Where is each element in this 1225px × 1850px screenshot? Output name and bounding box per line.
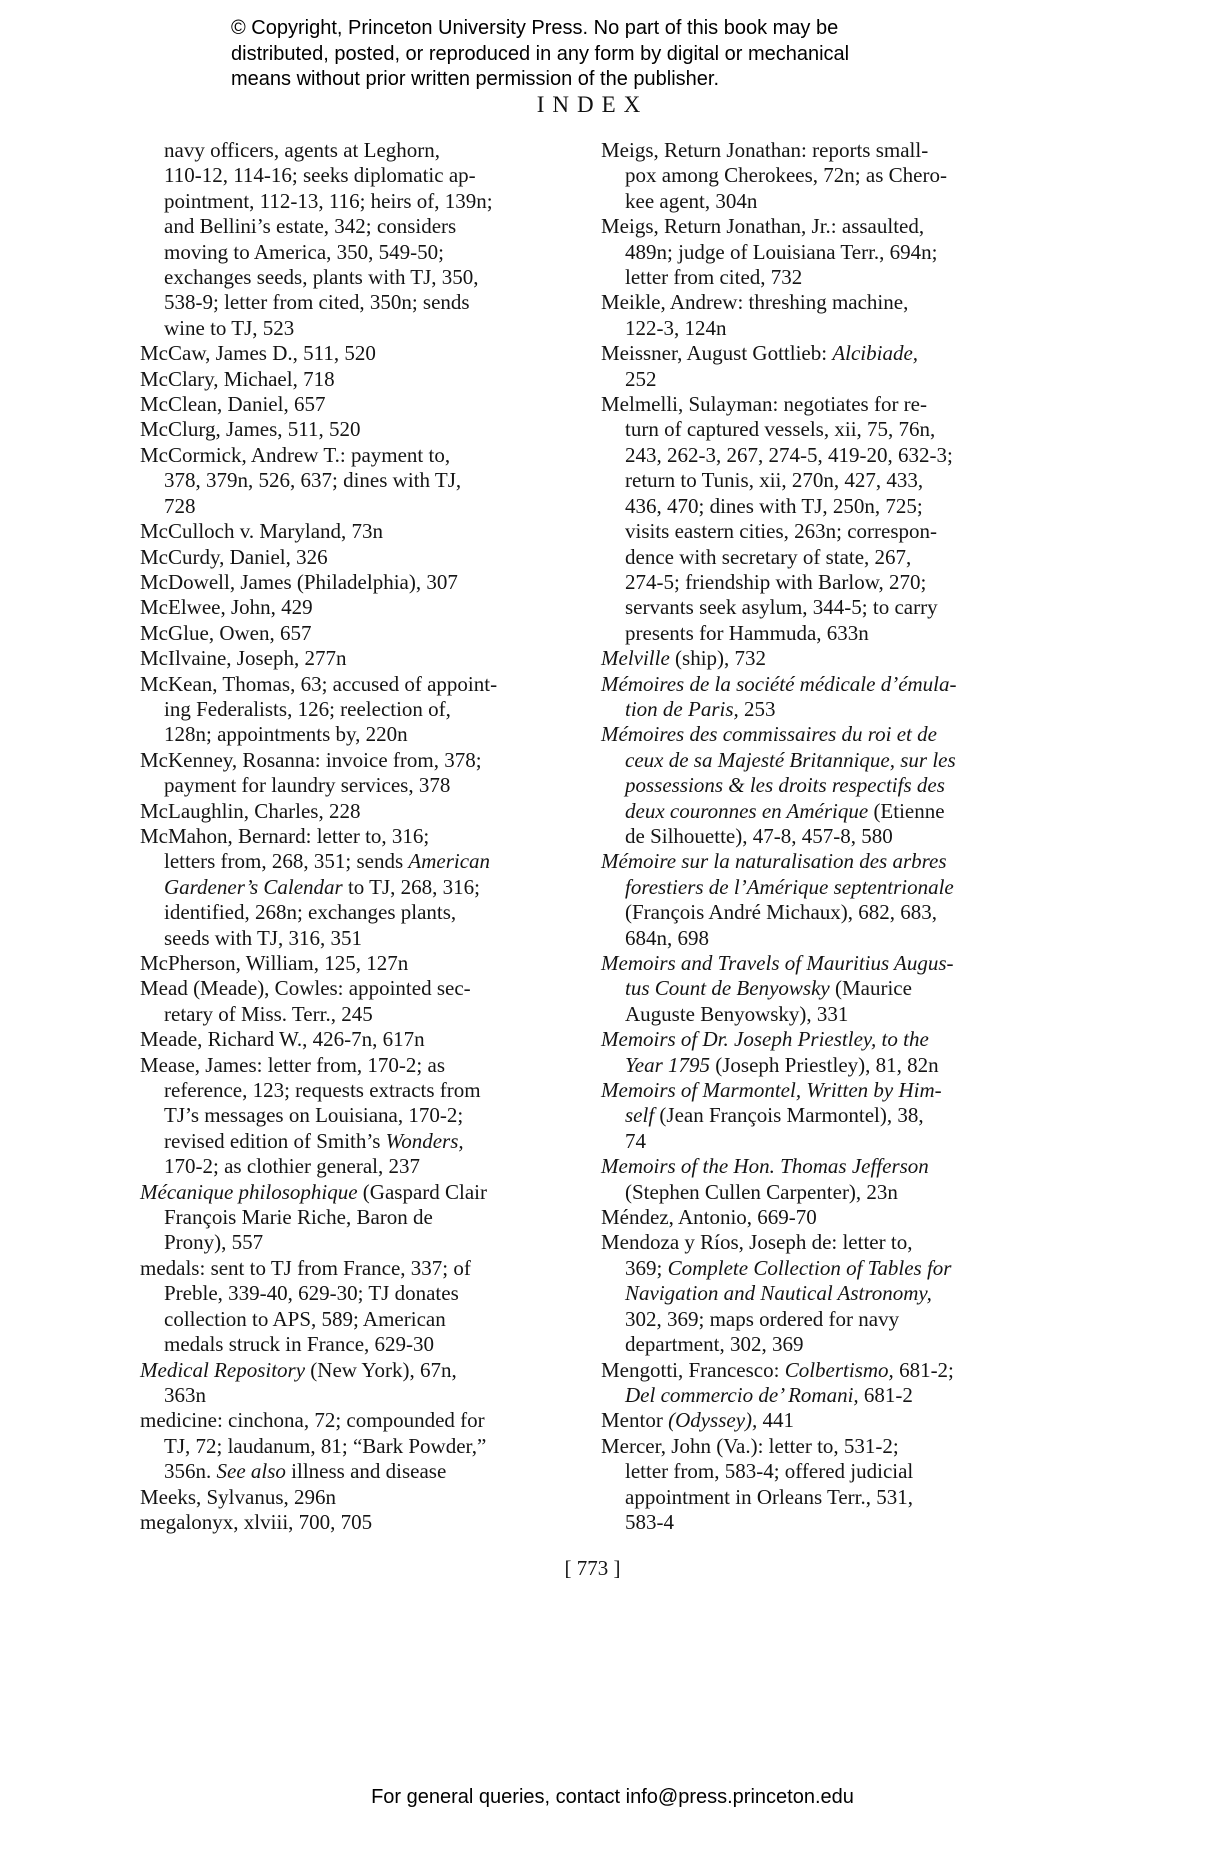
- index-line: navy officers, agents at Leghorn,: [164, 138, 441, 162]
- index-line: 128n; appointments by, 220n: [164, 722, 408, 747]
- index-line: letter from cited, 732: [625, 265, 803, 290]
- index-line: Year 1795 (Joseph Priestley), 81, 82n: [625, 1052, 939, 1077]
- index-line: self (Jean François Marmontel), 38,: [625, 1103, 924, 1128]
- index-entry: [601, 1154, 1031, 1205]
- index-entry: [140, 1485, 559, 1510]
- index-entry: [140, 1053, 559, 1180]
- index-line: letter from, 583-4; offered judicial: [625, 1459, 914, 1484]
- index-line: collection to APS, 589; American: [164, 1306, 446, 1331]
- index-entry: [140, 1408, 559, 1484]
- index-line: medicine: cinchona, 72; compounded for: [140, 1408, 485, 1433]
- index-line: 684n, 698: [625, 925, 709, 950]
- index-line: 356n. See also illness and disease: [164, 1459, 447, 1484]
- index-line: Prony), 557: [164, 1230, 264, 1255]
- index-entry: [601, 1027, 1031, 1078]
- index-entry: [140, 1256, 559, 1358]
- index-column-right: [601, 138, 1031, 1535]
- index-line: 110-12, 114-16; seeks diplomatic ap-: [164, 163, 476, 188]
- index-line: pox among Cherokees, 72n; as Chero-: [625, 163, 947, 188]
- index-line: Meade, Richard W., 426-7n, 617n: [140, 1027, 425, 1052]
- index-line: Memoirs and Travels of Mauritius Augus-: [601, 951, 954, 975]
- index-line: identified, 268n; exchanges plants,: [164, 900, 457, 925]
- index-line: 302, 369; maps ordered for navy: [625, 1306, 900, 1331]
- index-line: seeds with TJ, 316, 351: [164, 925, 362, 950]
- index-line: 489n; judge of Louisiana Terr., 694n;: [625, 239, 938, 264]
- index-entry: [140, 1027, 559, 1052]
- index-line: and Bellini’s estate, 342; considers: [164, 214, 457, 239]
- index-line: moving to America, 350, 549-50;: [164, 239, 444, 264]
- index-entry: [601, 341, 1031, 392]
- index-entry: [601, 672, 1031, 723]
- index-entry: [601, 1408, 1031, 1433]
- index-line: ceux de sa Majesté Britannique, sur les: [625, 747, 956, 772]
- page-title: INDEX: [536, 92, 649, 117]
- index-line: McElwee, John, 429: [140, 595, 313, 620]
- index-entry: [140, 570, 559, 595]
- index-line: Mendoza y Ríos, Joseph de: letter to,: [601, 1230, 913, 1255]
- index-line: 436, 470; dines with TJ, 250n, 725;: [625, 493, 923, 518]
- index-line: 243, 262-3, 267, 274-5, 419-20, 632-3;: [625, 442, 953, 467]
- index-entry: [601, 1358, 1031, 1409]
- index-entry: [601, 646, 1031, 671]
- index-entry: [140, 443, 559, 519]
- index-line: (François André Michaux), 682, 683,: [625, 900, 938, 925]
- index-line: McGlue, Owen, 657: [140, 620, 312, 645]
- index-line: Mease, James: letter from, 170-2; as: [140, 1052, 445, 1077]
- index-line: McLaughlin, Charles, 228: [140, 798, 361, 823]
- index-line: forestiers de l’Amérique septentrionale: [625, 874, 954, 899]
- index-line: Mécanique philosophique (Gaspard Clair: [140, 1179, 488, 1204]
- index-entry: [601, 290, 1031, 341]
- index-line: tus Count de Benyowsky (Maurice: [625, 976, 912, 1001]
- index-line: presents for Hammuda, 633n: [625, 620, 869, 645]
- index-line: TJ, 72; laudanum, 81; “Bark Powder,”: [164, 1433, 487, 1458]
- index-entry: [140, 799, 559, 824]
- index-entry: [140, 138, 559, 341]
- index-line: Memoirs of Dr. Joseph Priestley, to the: [601, 1027, 929, 1052]
- index-line: 369; Complete Collection of Tables for: [625, 1255, 952, 1280]
- index-line: 74: [625, 1128, 646, 1153]
- index-column-left: [140, 138, 559, 1535]
- index-entry: [140, 1180, 559, 1256]
- index-line: Mémoire sur la naturalisation des arbres: [601, 849, 947, 874]
- index-line: 728: [164, 493, 196, 518]
- index-line: 363n: [164, 1382, 206, 1407]
- index-line: Mentor (Odyssey), 441: [601, 1408, 795, 1433]
- index-line: Meissner, August Gottlieb: Alcibiade,: [601, 341, 919, 366]
- index-line: ing Federalists, 126; reelection of,: [164, 696, 451, 721]
- index-line: Mengotti, Francesco: Colbertismo, 681-2;: [601, 1357, 954, 1382]
- index-line: Meikle, Andrew: threshing machine,: [601, 290, 909, 315]
- index-line: Auguste Benyowsky), 331: [625, 1001, 849, 1026]
- index-line: Gardener’s Calendar to TJ, 268, 316;: [164, 874, 480, 899]
- index-entry: [140, 1510, 559, 1535]
- index-entry: [601, 1230, 1031, 1357]
- index-entry: [140, 748, 559, 799]
- index-line: McIlvaine, Joseph, 277n: [140, 646, 347, 671]
- index-line: Memoirs of Marmontel, Written by Him-: [601, 1078, 942, 1103]
- index-entry: [140, 367, 559, 392]
- index-line: McDowell, James (Philadelphia), 307: [140, 569, 458, 594]
- index-line: McCurdy, Daniel, 326: [140, 544, 328, 569]
- index-entry: [140, 824, 559, 951]
- index-line: tion de Paris, 253: [625, 696, 776, 721]
- index-entry: [140, 519, 559, 544]
- index-line: medals: sent to TJ from France, 337; of: [140, 1255, 471, 1280]
- index-line: Medical Repository (New York), 67n,: [140, 1357, 457, 1382]
- index-line: McClurg, James, 511, 520: [140, 417, 361, 442]
- copyright-line: means without prior written permission of the publisher.: [231, 68, 720, 90]
- index-line: Meigs, Return Jonathan: reports small-: [601, 138, 929, 162]
- copyright-line: © Copyright, Princeton University Press. No part of this book may be: [231, 17, 839, 39]
- index-line: Meigs, Return Jonathan, Jr.: assaulted,: [601, 214, 925, 239]
- index-line: 378, 379n, 526, 637; dines with TJ,: [164, 468, 462, 493]
- index-line: McClean, Daniel, 657: [140, 392, 326, 417]
- index-line: McPherson, William, 125, 127n: [140, 951, 409, 975]
- index-entry: [601, 214, 1031, 290]
- index-entry: [140, 1358, 559, 1409]
- index-line: Mead (Meade), Cowles: appointed sec-: [140, 976, 471, 1001]
- index-line: turn of captured vessels, xii, 75, 76n,: [625, 417, 936, 442]
- index-line: dence with secretary of state, 267,: [625, 544, 912, 569]
- index-line: (Stephen Cullen Carpenter), 23n: [625, 1179, 898, 1204]
- index-entry: [601, 392, 1031, 646]
- index-line: department, 302, 369: [625, 1332, 804, 1357]
- index-line: 170-2; as clothier general, 237: [164, 1154, 420, 1179]
- index-entry: [601, 1078, 1031, 1154]
- index-line: pointment, 112-13, 116; heirs of, 139n;: [164, 188, 493, 213]
- index-line: megalonyx, xlviii, 700, 705: [140, 1509, 373, 1534]
- index-entry: [140, 951, 559, 976]
- index-line: McKenney, Rosanna: invoice from, 378;: [140, 747, 482, 772]
- index-entry: [140, 417, 559, 442]
- index-entry: [140, 595, 559, 620]
- index-line: François Marie Riche, Baron de: [164, 1205, 433, 1230]
- index-line: Del commercio de’ Romani, 681-2: [625, 1382, 913, 1407]
- copyright-line: distributed, posted, or reproduced in any form by digital or mechanical: [231, 42, 850, 65]
- index-line: Mémoires des commissaires du roi et de: [601, 722, 937, 747]
- index-line: 252: [625, 366, 657, 391]
- index-entry: [601, 1434, 1031, 1536]
- index-line: Mercer, John (Va.): letter to, 531-2;: [601, 1433, 899, 1458]
- index-line: medals struck in France, 629-30: [164, 1332, 435, 1357]
- index-entry: [140, 392, 559, 417]
- index-line: return to Tunis, xii, 270n, 427, 433,: [625, 468, 924, 493]
- index-entry: [601, 849, 1031, 951]
- index-line: McCaw, James D., 511, 520: [140, 341, 376, 366]
- index-line: exchanges seeds, plants with TJ, 350,: [164, 265, 479, 290]
- index-line: McMahon, Bernard: letter to, 316;: [140, 823, 430, 848]
- index-line: appointment in Orleans Terr., 531,: [625, 1484, 914, 1509]
- index-line: Mémoires de la société médicale d’émula-: [601, 671, 957, 696]
- index-line: 274-5; friendship with Barlow, 270;: [625, 569, 927, 594]
- index-entry: [140, 976, 559, 1027]
- index-line: Preble, 339-40, 629-30; TJ donates: [164, 1281, 459, 1306]
- index-line: 122-3, 124n: [625, 315, 727, 340]
- index-line: Navigation and Nautical Astronomy,: [625, 1281, 932, 1306]
- index-line: deux couronnes en Amérique (Etienne: [625, 798, 945, 823]
- index-line: Melmelli, Sulayman: negotiates for re-: [601, 392, 927, 417]
- index-entry: [601, 138, 1031, 214]
- index-line: 583-4: [625, 1509, 674, 1534]
- index-line: Méndez, Antonio, 669-70: [601, 1205, 817, 1230]
- index-line: Meeks, Sylvanus, 296n: [140, 1484, 336, 1509]
- index-entry: [140, 621, 559, 646]
- index-line: letters from, 268, 351; sends American: [164, 849, 491, 874]
- index-line: servants seek asylum, 344-5; to carry: [625, 595, 938, 620]
- index-line: 538-9; letter from cited, 350n; sends: [164, 290, 470, 315]
- index-entry: [140, 672, 559, 748]
- index-line: McCulloch v. Maryland, 73n: [140, 519, 384, 544]
- index-line: Melville (ship), 732: [601, 646, 767, 671]
- copyright-notice: [231, 16, 849, 93]
- index-entry: [601, 1205, 1031, 1230]
- index-entry: [601, 722, 1031, 849]
- index-line: payment for laundry services, 378: [164, 773, 451, 798]
- index-line: reference, 123; requests extracts from: [164, 1078, 481, 1103]
- index-columns: [140, 138, 1031, 1535]
- index-line: retary of Miss. Terr., 245: [164, 1001, 373, 1026]
- index-line: de Silhouette), 47-8, 457-8, 580: [625, 823, 893, 848]
- index-line: McCormick, Andrew T.: payment to,: [140, 442, 451, 467]
- index-line: McKean, Thomas, 63; accused of appoint-: [140, 671, 498, 696]
- footer-contact: For general queries, contact info@press.princeton.edu: [371, 1786, 854, 1808]
- index-line: revised edition of Smith’s Wonders,: [164, 1128, 464, 1153]
- index-line: possessions & les droits respectifs des: [625, 773, 945, 798]
- index-entry: [601, 951, 1031, 1027]
- index-line: visits eastern cities, 263n; correspon-: [625, 519, 938, 544]
- index-entry: [140, 646, 559, 671]
- index-line: TJ’s messages on Louisiana, 170-2;: [164, 1103, 464, 1128]
- index-line: Memoirs of the Hon. Thomas Jefferson: [601, 1154, 929, 1179]
- index-line: kee agent, 304n: [625, 188, 758, 213]
- index-line: McClary, Michael, 718: [140, 366, 335, 391]
- index-entry: [140, 341, 559, 366]
- page-number: [ 773 ]: [564, 1556, 621, 1580]
- index-entry: [140, 545, 559, 570]
- index-line: wine to TJ, 523: [164, 315, 295, 340]
